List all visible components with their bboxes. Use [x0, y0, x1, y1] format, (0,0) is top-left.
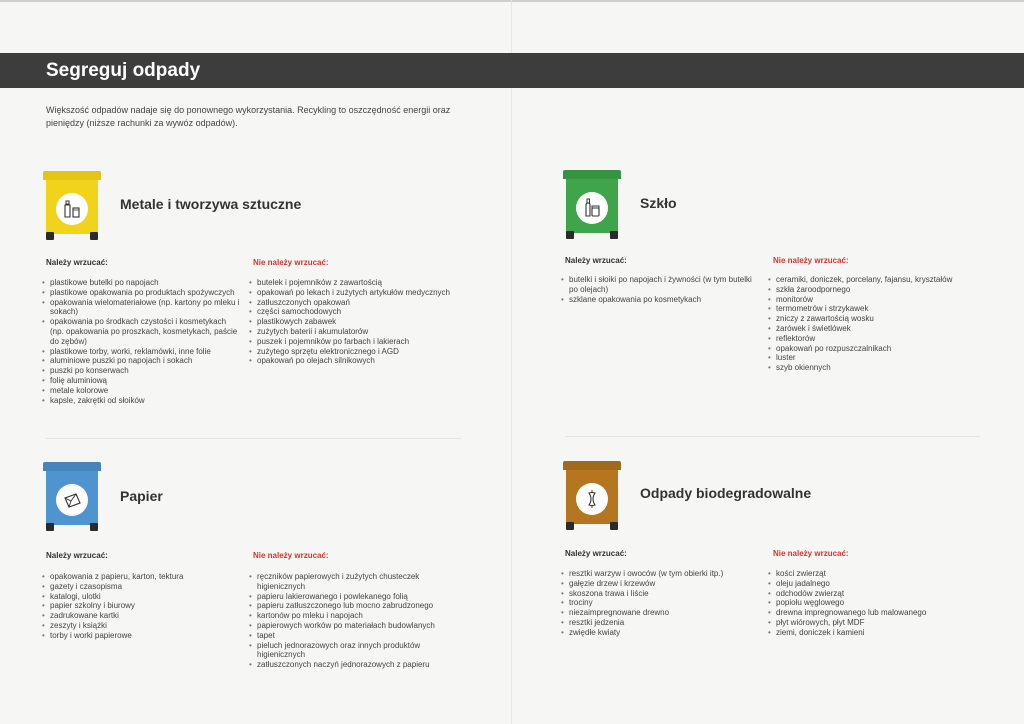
- list-item: • żarówek i świetlówek: [768, 324, 983, 334]
- list-item: • zeszyty i książki: [42, 621, 242, 631]
- forbidden-list: [249, 572, 459, 670]
- forbidden-list: [768, 275, 983, 373]
- list-item: • szkła żaroodpornego: [768, 285, 983, 295]
- bin-wheel: [46, 232, 54, 240]
- brown-bin-icon: [563, 461, 621, 531]
- apple-core-icon: [576, 483, 608, 515]
- list-item: • opakowania wielomateriałowe (np. kartony po mleku i sokach): [42, 298, 242, 318]
- yellow-bin-icon: [43, 171, 101, 241]
- green-bin-icon: [563, 170, 621, 240]
- bin-wheel: [90, 523, 98, 531]
- list-item: • papieru zatłuszczonego lub mocno zabrudzonego: [249, 601, 459, 611]
- list-item: • reflektorów: [768, 334, 983, 344]
- list-item: • opakowania po środkach czystości i kosmetykach (np. opakowania po proszkach, kosmetykach, paście do zębów): [42, 317, 242, 346]
- section-title: Szkło: [640, 195, 677, 211]
- divider: [46, 438, 461, 439]
- list-item: • opakowań po lekach i zużytych artykułów medycznych: [249, 288, 459, 298]
- list-item: • zatłuszczonych naczyń jednorazowych z papieru: [249, 660, 459, 670]
- list-item: • ręczników papierowych i zużytych chusteczek higienicznych: [249, 572, 459, 592]
- list-item: • zatłuszczonych opakowań: [249, 298, 459, 308]
- header-bar: [0, 53, 1024, 88]
- bin-wheel: [610, 231, 618, 239]
- page-top-edge: [0, 0, 1024, 2]
- list-item: • resztki warzyw i owoców (w tym obierki itp.): [561, 569, 761, 579]
- allowed-list: [561, 275, 761, 304]
- list-item: • puszek i pojemników po farbach i lakierach: [249, 337, 459, 347]
- section-title: Odpady biodegradowalne: [640, 485, 812, 501]
- forbidden-heading: Nie należy wrzucać:: [253, 258, 329, 267]
- allowed-list: [42, 278, 242, 405]
- bottle-can-icon: [56, 193, 88, 225]
- list-item: • gazety i czasopisma: [42, 582, 242, 592]
- list-item: • butelki i słoiki po napojach i żywności (w tym butelki po olejach): [561, 275, 761, 295]
- list-item: • zużytego sprzętu elektronicznego i AGD: [249, 347, 459, 357]
- blue-bin-icon: [43, 462, 101, 532]
- allowed-heading: Należy wrzucać:: [565, 256, 627, 265]
- list-item: • aluminiowe puszki po napojach i sokach: [42, 356, 242, 366]
- list-item: • trociny: [561, 598, 761, 608]
- allowed-heading: Należy wrzucać:: [46, 258, 108, 267]
- list-item: • plastikowe butelki po napojach: [42, 278, 242, 288]
- list-item: • kości zwierząt: [768, 569, 983, 579]
- bin-wheel: [566, 231, 574, 239]
- bin-wheel: [610, 522, 618, 530]
- list-item: • popiołu węglowego: [768, 598, 983, 608]
- list-item: • katalogi, ulotki: [42, 592, 242, 602]
- paper-box-icon: [56, 484, 88, 516]
- list-item: • folię aluminiową: [42, 376, 242, 386]
- list-item: • płyt wiórowych, płyt MDF: [768, 618, 983, 628]
- list-item: • pieluch jednorazowych oraz innych produktów higienicznych: [249, 641, 459, 661]
- list-item: • zadrukowane kartki: [42, 611, 242, 621]
- allowed-list: [42, 572, 242, 641]
- bin-lid: [563, 461, 621, 470]
- list-item: • metale kolorowe: [42, 386, 242, 396]
- list-item: • części samochodowych: [249, 307, 459, 317]
- list-item: • gałęzie drzew i krzewów: [561, 579, 761, 589]
- forbidden-heading: Nie należy wrzucać:: [773, 256, 849, 265]
- list-item: • tapet: [249, 631, 459, 641]
- list-item: • zużytych baterii i akumulatorów: [249, 327, 459, 337]
- bin-lid: [43, 171, 101, 180]
- allowed-heading: Należy wrzucać:: [46, 551, 108, 560]
- list-item: • odchodów zwierząt: [768, 589, 983, 599]
- bin-wheel: [90, 232, 98, 240]
- section-title: Metale i tworzywa sztuczne: [120, 196, 302, 212]
- forbidden-list: [249, 278, 459, 366]
- list-item: • butelek i pojemników z zawartością: [249, 278, 459, 288]
- list-item: • puszki po konserwach: [42, 366, 242, 376]
- page-fold: [511, 0, 512, 724]
- list-item: • skoszona trawa i liście: [561, 589, 761, 599]
- list-item: • ceramiki, doniczek, porcelany, fajansu, kryształów: [768, 275, 983, 285]
- list-item: • opakowań po olejach silnikowych: [249, 356, 459, 366]
- bin-lid: [563, 170, 621, 179]
- bin-wheel: [46, 523, 54, 531]
- list-item: • papieru lakierowanego i powlekanego folią: [249, 592, 459, 602]
- section-title: Papier: [120, 488, 163, 504]
- list-item: • torby i worki papierowe: [42, 631, 242, 641]
- forbidden-heading: Nie należy wrzucać:: [773, 549, 849, 558]
- divider: [565, 436, 980, 437]
- list-item: • zniczy z zawartością wosku: [768, 314, 983, 324]
- list-item: • ziemi, doniczek i kamieni: [768, 628, 983, 638]
- list-item: • resztki jedzenia: [561, 618, 761, 628]
- list-item: • plastikowych zabawek: [249, 317, 459, 327]
- list-item: • niezaimpregnowane drewno: [561, 608, 761, 618]
- list-item: • szklane opakowania po kosmetykach: [561, 295, 761, 305]
- page-title: Segreguj odpady: [46, 60, 201, 81]
- glass-bottle-jar-icon: [576, 192, 608, 224]
- list-item: • opakowania z papieru, karton, tektura: [42, 572, 242, 582]
- list-item: • drewna impregnowanego lub malowanego: [768, 608, 983, 618]
- forbidden-heading: Nie należy wrzucać:: [253, 551, 329, 560]
- list-item: • kapsle, zakrętki od słoików: [42, 396, 242, 406]
- list-item: • szyb okiennych: [768, 363, 983, 373]
- list-item: • termometrów i strzykawek: [768, 304, 983, 314]
- bin-wheel: [566, 522, 574, 530]
- forbidden-list: [768, 569, 983, 638]
- bin-lid: [43, 462, 101, 471]
- list-item: • kartonów po mleku i napojach: [249, 611, 459, 621]
- list-item: • plastikowe opakowania po produktach spożywczych: [42, 288, 242, 298]
- allowed-list: [561, 569, 761, 638]
- list-item: • opakowań po rozpuszczalnikach: [768, 344, 983, 354]
- list-item: • papier szkolny i biurowy: [42, 601, 242, 611]
- allowed-heading: Należy wrzucać:: [565, 549, 627, 558]
- list-item: • zwiędłe kwiaty: [561, 628, 761, 638]
- list-item: • oleju jadalnego: [768, 579, 983, 589]
- list-item: • plastikowe torby, worki, reklamówki, inne folie: [42, 347, 242, 357]
- intro-text: Większość odpadów nadaje się do ponownego wykorzystania. Recykling to oszczędność energii oraz pieniędzy (niższe rachunki za wywóz odpadów).: [46, 105, 451, 128]
- list-item: • luster: [768, 353, 983, 363]
- list-item: • monitorów: [768, 295, 983, 305]
- list-item: • papierowych worków po materiałach budowlanych: [249, 621, 459, 631]
